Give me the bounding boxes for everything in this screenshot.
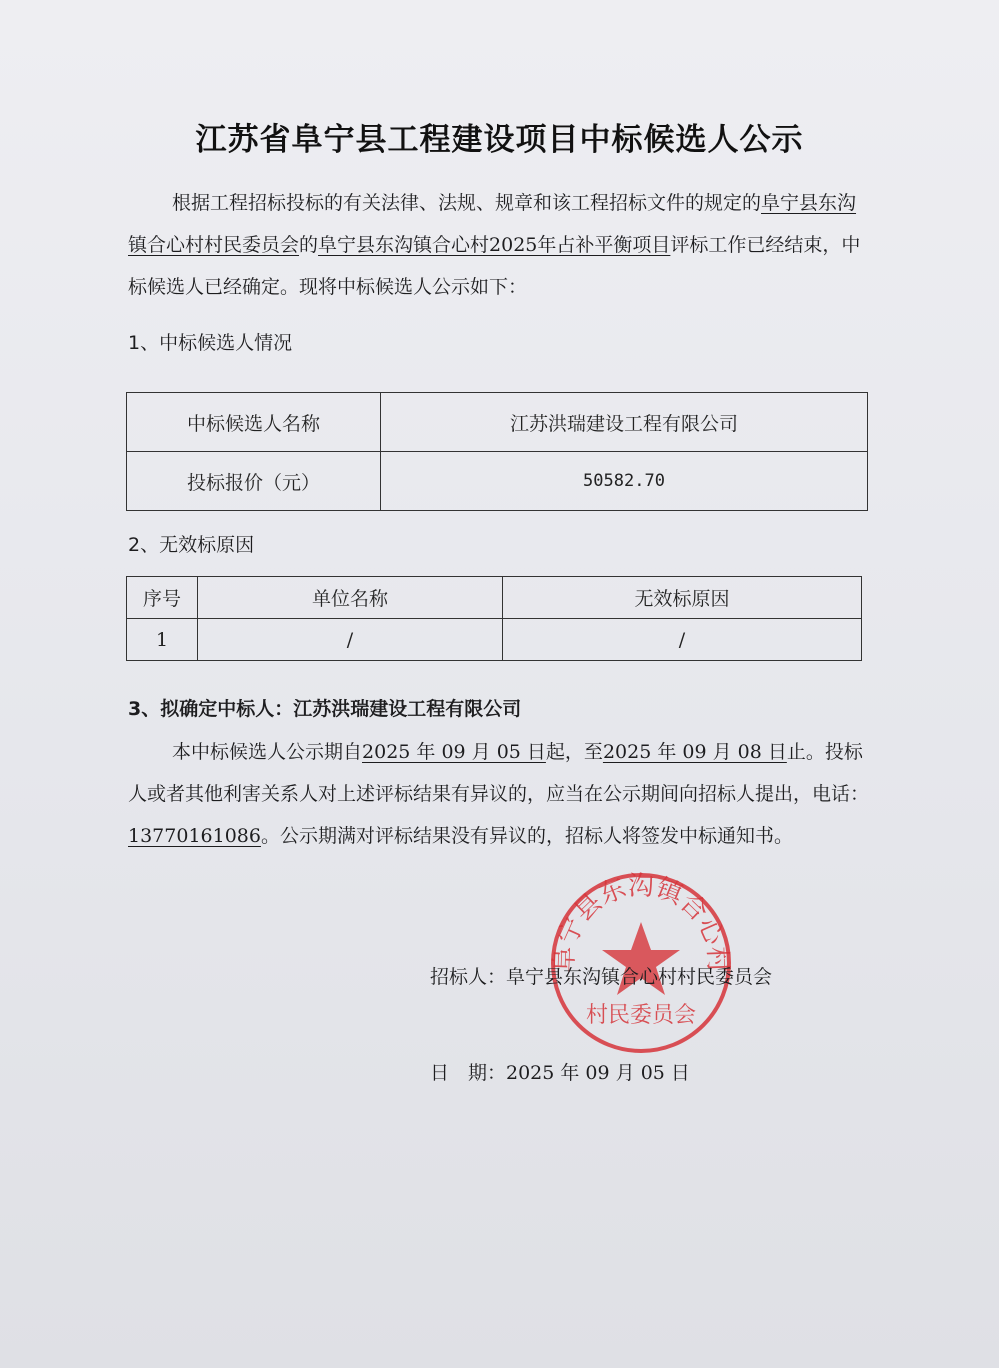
intro-text-1: 根据工程招标投标的有关法律、法规、规章和该工程招标文件的规定的: [172, 192, 762, 214]
table-header-row: [127, 577, 862, 619]
seal-bottom-text: 村民委员会: [585, 1003, 697, 1028]
notice-text-3: 止。投标人或者其他利害关系人对上述评标结果有异议的，应当在公示期间向招标人提出，电话：: [128, 741, 870, 805]
table-row: [127, 619, 862, 661]
intro-paragraph: [128, 182, 870, 308]
signature-date: 日 期：2025 年 09 月 05 日: [430, 1062, 690, 1084]
bid-price-value: 50582.70: [381, 452, 868, 511]
intro-text-2: 的: [299, 234, 319, 256]
cell-index: 1: [127, 619, 198, 661]
notice-text-4: 。公示期满对评标结果没有异议的，招标人将签发中标通知书。: [260, 825, 793, 847]
notice-phone: 13770161086: [128, 825, 261, 847]
cell-unit-name: /: [198, 619, 503, 661]
intro-project: 阜宁县东沟镇合心村2025年占补平衡项目: [318, 234, 671, 256]
cell-reason: /: [503, 619, 862, 661]
header-index: 序号: [127, 577, 198, 619]
candidate-name-value: 江苏洪瑞建设工程有限公司: [381, 393, 868, 452]
intro-tenderer: 阜宁县东沟镇合心村村民委员会: [128, 192, 857, 256]
section3-heading: 3、拟确定中标人：江苏洪瑞建设工程有限公司: [128, 698, 522, 720]
notice-start-date: 2025 年 09 月 05 日: [362, 741, 546, 763]
candidate-name-label: 中标候选人名称: [127, 393, 381, 452]
notice-text-1: 本中标候选人公示期自: [172, 741, 363, 763]
bid-price-label: 投标报价（元）: [127, 452, 381, 511]
header-reason: 无效标原因: [503, 577, 862, 619]
invalid-bid-table: [126, 576, 862, 661]
section1-heading: 1、中标候选人情况: [128, 332, 293, 354]
table-row: [127, 393, 868, 452]
notice-text-2: 起，至: [545, 741, 603, 763]
section2-heading: 2、无效标原因: [128, 534, 255, 556]
notice-paragraph: [128, 731, 870, 857]
header-unit-name: 单位名称: [198, 577, 503, 619]
notice-end-date: 2025 年 09 月 08 日: [602, 741, 787, 763]
table-row: [127, 452, 868, 511]
tenderer-signature: 招标人：阜宁县东沟镇合心村村民委员会: [430, 966, 773, 988]
intro-text-3: 评标工作已经结束，中标候选人已经确定。现将中标候选人公示如下：: [128, 234, 861, 298]
document-title: 江苏省阜宁县工程建设项目中标候选人公示: [195, 122, 804, 158]
seal-ring-text: 阜宁县东沟镇合心村: [549, 871, 733, 974]
candidate-table: [126, 392, 868, 511]
